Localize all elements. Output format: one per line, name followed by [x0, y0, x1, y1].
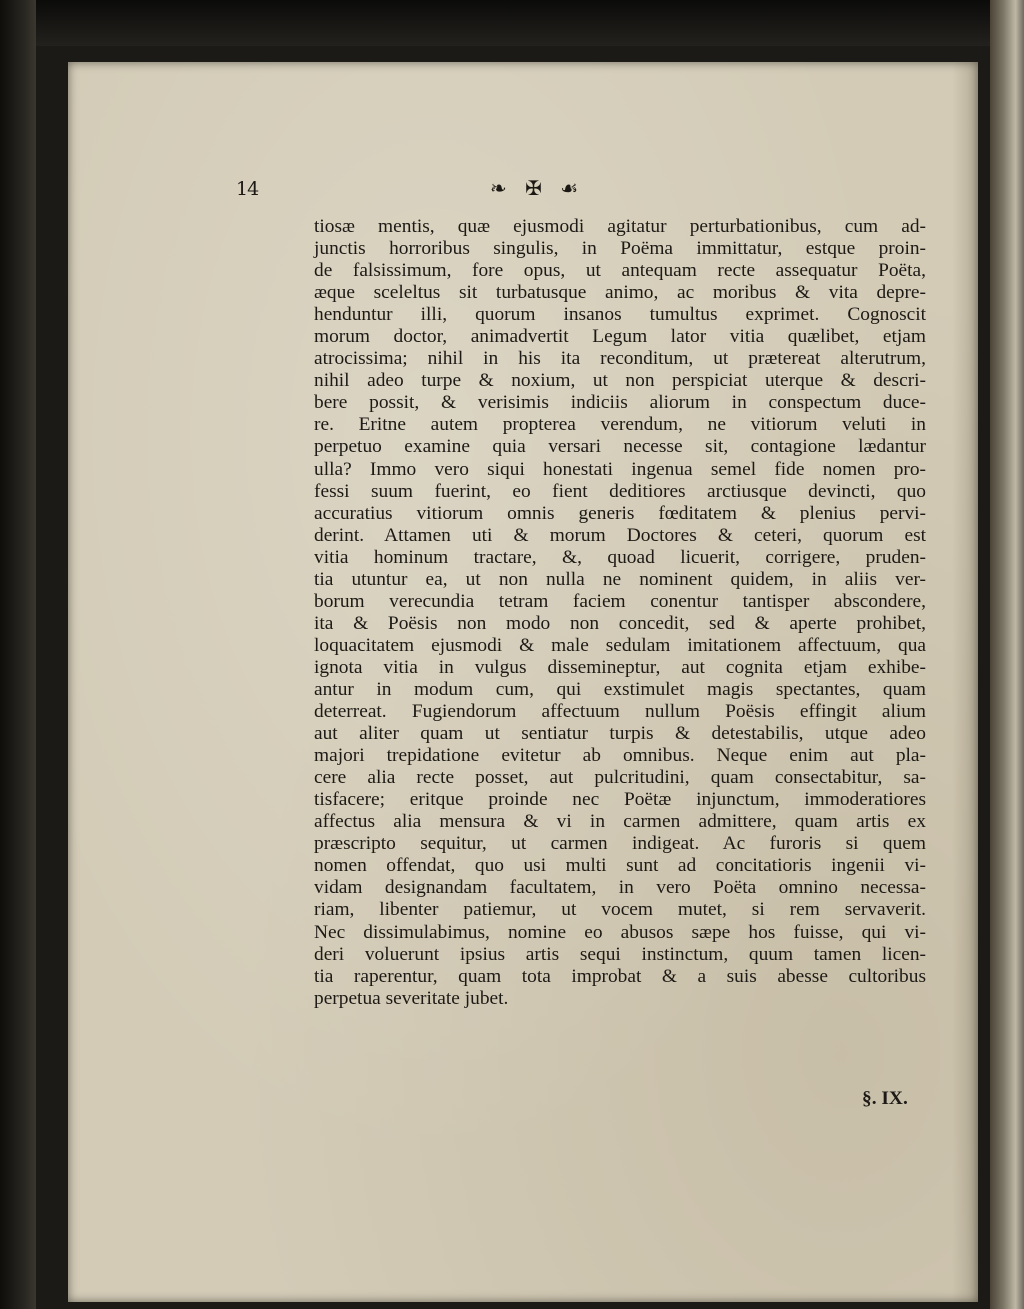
- text-line: henduntur illi, quorum insanos tumultus exprimet. Cognoscit: [314, 304, 926, 326]
- page-header: [236, 178, 908, 208]
- text-line: tisfacere; eritque proinde nec Poëtæ injunctum, immoderatiores: [314, 789, 926, 811]
- text-line: borum verecundia tetram faciem conentur tantisper abscondere,: [314, 590, 926, 612]
- catchword: §. IX.: [862, 1088, 908, 1109]
- text-line: nomen offendat, quo usi multi sunt ad concitatioris ingenii vi-: [314, 855, 926, 877]
- text-line: antur in modum cum, qui exstimulet magis spectantes, quam: [314, 678, 926, 700]
- text-line: Nec dissimulabimus, nomine eo abusos sæpe hos fuisse, qui vi-: [314, 921, 926, 943]
- text-line: ita & Poësis non modo non concedit, sed & aperte prohibet,: [314, 612, 926, 634]
- text-line: tia raperentur, quam tota improbat & a suis abesse cultoribus: [314, 965, 926, 987]
- text-line: perpetua severitate jubet.: [314, 987, 509, 1009]
- text-line: præscripto sequitur, ut carmen indigeat. Ac furoris si quem: [314, 833, 926, 855]
- text-line: accuratius vitiorum omnis generis fœditatem & plenius pervi-: [314, 502, 926, 524]
- text-line: morum doctor, animadvertit Legum lator vitia quælibet, etjam: [314, 326, 926, 348]
- scan-top-edge: [0, 0, 1024, 46]
- text-line: junctis horroribus singulis, in Poëma immittatur, estque proin-: [314, 238, 926, 260]
- text-line: deri voluerunt ipsius artis sequi instinctum, quum tamen licen-: [314, 943, 926, 965]
- text-line: bere possit, & verisimis indiciis aliorum in conspectum duce-: [314, 392, 926, 414]
- text-line: riam, libenter patiemur, ut vocem mutet, si rem servaverit.: [314, 899, 926, 921]
- header-ornament: ❧ ✠ ☙: [490, 176, 585, 200]
- body-text: [314, 216, 926, 1010]
- text-line: loquacitatem ejusmodi & male sedulam imitationem affectuum, qua: [314, 634, 926, 656]
- text-line: atrocissima; nihil in his ita reconditum, ut prætereat alterutrum,: [314, 348, 926, 370]
- text-line: ignota vitia in vulgus dissemineptur, aut cognita etjam exhibe-: [314, 656, 926, 678]
- text-line: majori trepidatione evitetur ab omnibus. Neque enim aut pla-: [314, 745, 926, 767]
- text-line: re. Eritne autem propterea verendum, ne vitiorum veluti in: [314, 414, 926, 436]
- text-line: fessi suum fuerint, eo fient deditiores arctiusque devincti, quo: [314, 480, 926, 502]
- text-line: nihil adeo turpe & noxium, ut non perspiciat uterque & descri-: [314, 370, 926, 392]
- text-line: vidam designandam facultatem, in vero Poëta omnino necessa-: [314, 877, 926, 899]
- text-line: æque sceleltus sit turbatusque animo, ac moribus & vita depre-: [314, 282, 926, 304]
- text-line: vitia hominum tractare, &, quoad licuerit, corrigere, pruden-: [314, 546, 926, 568]
- text-line: aut aliter quam ut sentiatur turpis & detestabilis, utque adeo: [314, 723, 926, 745]
- text-line: cere alia recte posset, aut pulcritudini, quam consectabitur, sa-: [314, 767, 926, 789]
- scan-left-edge: [0, 0, 36, 1309]
- scan-right-edge: [990, 0, 1024, 1309]
- text-line: affectus alia mensura & vi in carmen admittere, quam artis ex: [314, 811, 926, 833]
- page-binding-shadow: [952, 62, 978, 1302]
- text-line: de falsissimum, fore opus, ut antequam recte assequatur Poëta,: [314, 260, 926, 282]
- page-number: 14: [236, 178, 259, 200]
- text-line: tiosæ mentis, quæ ejusmodi agitatur perturbationibus, cum ad-: [314, 216, 926, 237]
- text-line: tia utuntur ea, ut non nulla ne nominent quidem, in aliis ver-: [314, 568, 926, 590]
- text-line: deterreat. Fugiendorum affectuum nullum Poësis effingit alium: [314, 701, 926, 723]
- text-line: ulla? Immo vero siqui honestati ingenua semel fide nomen pro-: [314, 458, 926, 480]
- text-line: derint. Attamen uti & morum Doctores & ceteri, quorum est: [314, 524, 926, 546]
- text-line: perpetuo examine quia versari necesse sit, contagione lædantur: [314, 436, 926, 458]
